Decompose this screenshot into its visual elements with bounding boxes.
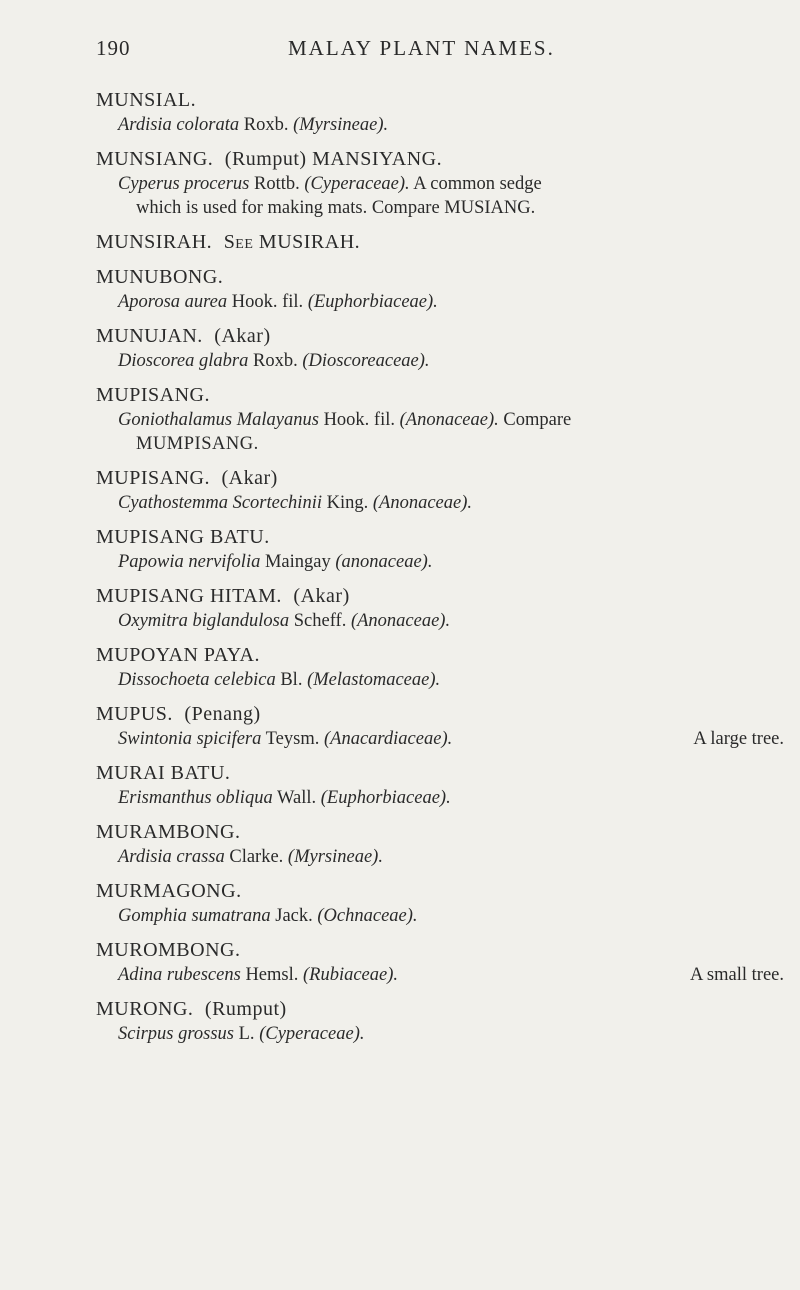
entry-definition — [96, 609, 786, 633]
entry-definition — [96, 550, 786, 574]
entry-cross-reference: MUMPISANG. — [136, 434, 259, 454]
entry-authority: Teysm. — [265, 729, 320, 749]
entry-munubong — [96, 265, 786, 314]
entry-remark: A common sedge — [413, 174, 542, 194]
entry-headword: MURMAGONG. — [96, 880, 242, 902]
entry-binomial: Ardisia crassa — [118, 847, 225, 867]
entry-headword: MUPUS. — [96, 703, 173, 725]
entry-family: (Euphorbiaceae). — [320, 788, 451, 808]
entry-headword: MUROMBONG. — [96, 939, 241, 961]
entry-remark: A small tree. — [689, 965, 784, 985]
entry-authority: Jack. — [275, 906, 313, 926]
entry-definition — [96, 491, 786, 515]
entry-munsirah — [96, 230, 786, 255]
entry-headword: MURAI BATU. — [96, 762, 231, 784]
running-head — [96, 36, 776, 66]
entry-binomial: Ardisia colorata — [118, 115, 240, 135]
entry-definition — [96, 845, 786, 869]
entry-authority: Rottb. — [254, 174, 300, 194]
entry-headword: MUPISANG. — [96, 467, 210, 489]
entry-mupisang-akar — [96, 466, 786, 515]
entry-binomial: Cyperus procerus — [118, 174, 250, 194]
entry-binomial: Oxymitra biglandulosa — [118, 611, 290, 631]
entry-family: (Ochnaceae). — [317, 906, 418, 926]
entry-definition — [96, 1022, 786, 1046]
entry-authority: Bl. — [280, 670, 303, 690]
entry-remark: A large tree. — [693, 729, 784, 749]
entry-murong — [96, 997, 786, 1046]
entry-binomial: Cyathostemma Scortechinii — [118, 493, 322, 513]
entry-remark: Compare — [503, 410, 572, 430]
entry-authority: Hook. fil. — [323, 410, 395, 430]
entry-binomial: Dioscorea glabra — [118, 351, 249, 371]
entry-cross-reference: See MUSIRAH. — [223, 231, 361, 253]
entry-headword: MURAMBONG. — [96, 821, 241, 843]
entry-authority: King. — [326, 493, 369, 513]
entry-murai-batu — [96, 761, 786, 810]
entry-authority: Hook. fil. — [231, 292, 304, 312]
entry-remark-continued: which is used for making mats. Compare MUSIANG. — [136, 198, 536, 218]
entry-murambong — [96, 820, 786, 869]
entry-authority: Wall. — [277, 788, 317, 808]
entry-definition — [96, 668, 786, 692]
entry-mupisang — [96, 383, 786, 456]
entry-definition — [96, 113, 786, 137]
entry-family: (Dioscoreaceae). — [302, 351, 430, 371]
entry-family: (anonaceae). — [335, 552, 433, 572]
entry-list — [96, 88, 786, 1056]
entry-mupoyan-paya — [96, 643, 786, 692]
entry-headword: MUPISANG BATU. — [96, 526, 270, 548]
entry-definition — [96, 290, 786, 314]
entry-definition — [96, 786, 786, 810]
entry-family: (Cyperaceae). — [304, 174, 410, 194]
entry-authority: Clarke. — [229, 847, 284, 867]
entry-note: (Rumput) MANSIYANG. — [224, 148, 443, 170]
entry-headword: MUNSIAL. — [96, 89, 197, 111]
entry-family: (Myrsineae). — [293, 115, 389, 135]
entry-headword: MUPISANG. — [96, 384, 210, 406]
entry-note: (Akar) — [293, 585, 350, 607]
entry-authority: Roxb. — [252, 351, 298, 371]
entry-family: (Anonaceae). — [350, 611, 451, 631]
entry-munsial — [96, 88, 786, 137]
entry-headword: MUPISANG HITAM. — [96, 585, 282, 607]
entry-authority: Maingay — [264, 552, 331, 572]
entry-headword: MUNSIRAH. — [96, 231, 213, 253]
entry-binomial: Scirpus grossus — [118, 1024, 234, 1044]
entry-note: (Rumput) — [204, 998, 287, 1020]
entry-family: (Anonaceae). — [399, 410, 499, 430]
entry-binomial: Swintonia spicifera — [118, 729, 262, 749]
entry-definition — [96, 963, 786, 987]
entry-definition — [96, 727, 786, 751]
entry-authority: Scheff. — [293, 611, 347, 631]
entry-mupisang-batu — [96, 525, 786, 574]
entry-mupus — [96, 702, 786, 751]
page-title: MALAY PLANT NAMES. — [288, 36, 555, 60]
entry-headword: MUNUJAN. — [96, 325, 203, 347]
entry-family: (Anacardiaceae). — [323, 729, 453, 749]
entry-binomial: Adina rubescens — [118, 965, 241, 985]
entry-family: (Euphorbiaceae). — [307, 292, 438, 312]
entry-murombong — [96, 938, 786, 987]
entry-definition — [96, 349, 786, 373]
entry-headword: MUPOYAN PAYA. — [96, 644, 260, 666]
entry-family: (Melastomaceae). — [307, 670, 441, 690]
entry-family: (Myrsineae). — [287, 847, 383, 867]
entry-murmagong — [96, 879, 786, 928]
entry-munujan — [96, 324, 786, 373]
entry-binomial: Gomphia sumatrana — [118, 906, 271, 926]
entry-definition — [96, 172, 786, 220]
entry-note: (Akar) — [221, 467, 278, 489]
entry-binomial: Goniothalamus Malayanus — [118, 410, 319, 430]
entry-note: (Akar) — [214, 325, 271, 347]
entry-mupisang-hitam — [96, 584, 786, 633]
entry-authority: Roxb. — [243, 115, 289, 135]
entry-authority: L. — [238, 1024, 255, 1044]
entry-family: (Rubiaceae). — [303, 965, 399, 985]
entry-munsiang — [96, 147, 786, 220]
entry-binomial: Papowia nervifolia — [118, 552, 261, 572]
entry-authority: Hemsl. — [245, 965, 299, 985]
entry-binomial: Erismanthus obliqua — [118, 788, 273, 808]
entry-definition — [96, 904, 786, 928]
entry-headword: MURONG. — [96, 998, 194, 1020]
page-number: 190 — [96, 36, 131, 60]
entry-note: (Penang) — [184, 703, 261, 725]
entry-headword: MUNUBONG. — [96, 266, 224, 288]
entry-binomial: Dissochoeta celebica — [118, 670, 276, 690]
entry-headword: MUNSIANG. — [96, 148, 214, 170]
entry-definition — [96, 408, 786, 456]
entry-family: (Anonaceae). — [372, 493, 472, 513]
entry-family: (Cyperaceae). — [259, 1024, 365, 1044]
entry-binomial: Aporosa aurea — [118, 292, 228, 312]
